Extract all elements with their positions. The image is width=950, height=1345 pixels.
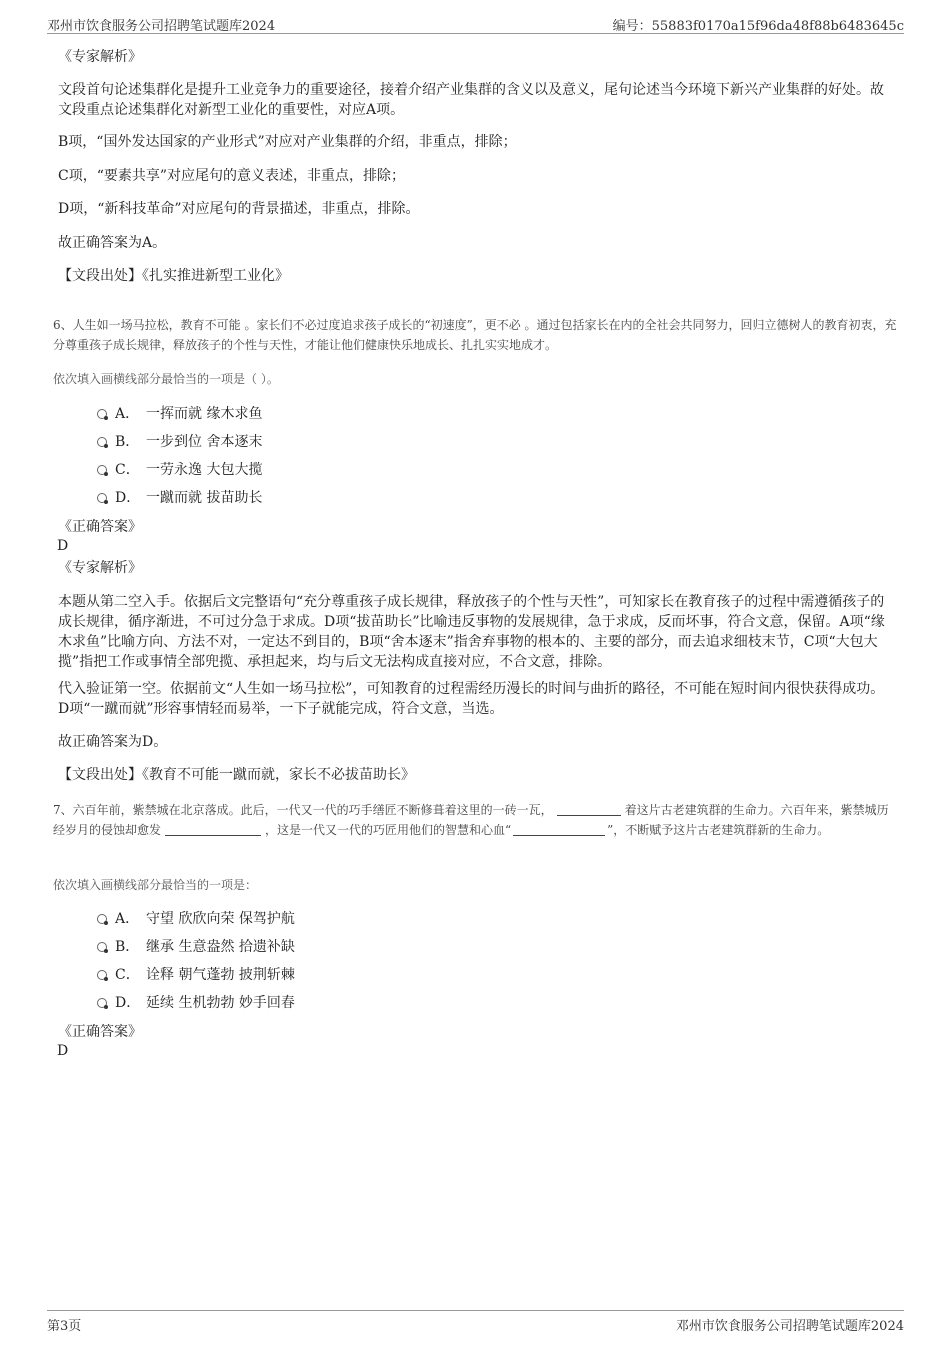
footer-title: 邓州市饮食服务公司招聘笔试题库2024 [675,1319,904,1334]
analysis-paragraph: C项，“要素共享”对应尾句的意义表述，非重点，排除； [58,168,406,184]
page-header [47,15,904,34]
radio-icon[interactable] [97,914,107,924]
blank-line [165,823,261,836]
analysis-label: 《专家解析》 [58,49,142,65]
blank-line [557,803,621,816]
option-b[interactable]: B． 一步到位 舍本逐末 [97,432,262,452]
analysis-paragraph: B项，“国外发达国家的产业形式”对应对产业集群的介绍，非重点，排除； [58,134,517,150]
correct-answer-label: 《正确答案》 [58,519,142,535]
source-citation: 【文段出处】《扎实推进新型工业化》 [58,268,289,284]
question-prompt: 依次填入画横线部分最恰当的一项是： [53,878,258,892]
header-title: 邓州市饮食服务公司招聘笔试题库2024 [47,19,276,34]
radio-icon[interactable] [97,493,107,503]
correct-answer-label: 《正确答案》 [58,1024,142,1040]
question-prompt: 依次填入画横线部分最恰当的一项是（ ）。 [53,372,279,386]
answer-statement: 故正确答案为D。 [58,734,168,750]
question-stem: 6、人生如一场马拉松，教育不可能 。家长们不必过度追求孩子成长的“初速度”，更不必 。通过包括家长在内的全社会共同努力，回归立德树人的教育初衷，充分尊重孩子成长规律，释放孩子的个性与天性，才能让他们健康快乐地成长、扎扎实实地成才。 [53,318,897,352]
analysis-label: 《专家解析》 [58,560,142,576]
question-stem: 7、六百年前，紫禁城在北京落成。此后，一代又一代的巧手缮匠不断修葺着这里的一砖一瓦， 着这片古老建筑群的生命力。六百年来，紫禁城历经岁月的侵蚀却愈发 ，这是一代又一代的巧匠用他们的智慧和心血“ ”，不断赋予这片古老建筑群新的生命力。 [53,803,889,837]
page-footer [47,1310,904,1333]
radio-icon[interactable] [97,942,107,952]
radio-icon[interactable] [97,437,107,447]
analysis-paragraph: 文段首句论述集群化是提升工业竞争力的重要途径，接着介绍产业集群的含义以及意义，尾句论述当今环境下新兴产业集群的好处。故文段重点论述集群化对新型工业化的重要性，对应A项。 [58,82,884,118]
analysis-paragraph: 本题从第二空入手。依据后文完整语句“充分尊重孩子成长规律，释放孩子的个性与天性”，可知家长在教育孩子的过程中需遵循孩子的成长规律，循序渐进，不可过分急于求成。D项“拔苗助长”比喻违反事物的发展规律，急于求成，反而坏事，符合文意，保留。A项“缘木求鱼”比喻方向、方法不对，一定达不到目的，B项“舍本逐末”指舍弃事物的根本的、主要的部分，而去追求细枝末节，C项“大包大揽”指把工作或事情全部兜揽、承担起来，均与后文无法构成直接对应，不合文意，排除。 [58,594,885,670]
option-b[interactable]: B． 继承 生意盎然 拾遗补缺 [97,937,295,957]
analysis-paragraph: D项，“新科技革命”对应尾句的背景描述，非重点，排除。 [58,201,420,217]
radio-icon[interactable] [97,465,107,475]
radio-icon[interactable] [97,998,107,1008]
source-citation: 【文段出处】《教育不可能一蹴而就，家长不必拔苗助长》 [58,767,415,783]
analysis-paragraph: 代入验证第一空。依据前文“人生如一场马拉松”，可知教育的过程需经历漫长的时间与曲折的路径，不可能在短时间内很快获得成功。D项“一蹴而就”形容事情轻而易举，一下子就能完成，符合文意，当选。 [58,681,885,717]
option-d[interactable]: D． 延续 生机勃勃 妙手回春 [97,993,295,1013]
option-a[interactable]: A． 守望 欣欣向荣 保驾护航 [97,909,295,929]
option-d[interactable]: D． 一蹴而就 拔苗助长 [97,488,262,508]
option-c[interactable]: C． 诠释 朝气蓬勃 披荆斩棘 [97,965,295,985]
option-c[interactable]: C． 一劳永逸 大包大揽 [97,460,262,480]
option-a[interactable]: A． 一挥而就 缘木求鱼 [97,404,262,424]
radio-icon[interactable] [97,970,107,980]
blank-line [513,823,605,836]
answer-statement: 故正确答案为A。 [58,235,167,251]
correct-answer: D [57,538,69,554]
correct-answer: D [57,1043,69,1059]
page-number: 第3页 [47,1319,82,1334]
radio-icon[interactable] [97,409,107,419]
header-serial: 编号：55883f0170a15f96da48f88b6483645c [612,19,904,34]
